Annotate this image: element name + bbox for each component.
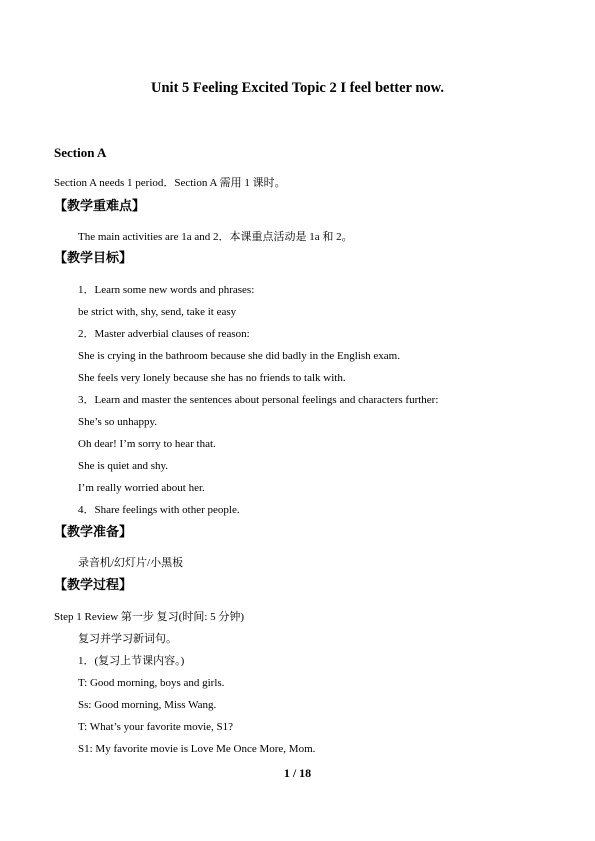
key-points-text: The main activities are 1a and 2．本课重点活动是 1a 和 2。 [78, 231, 353, 243]
process-line: Ss: Good morning, Miss Wang. [78, 699, 217, 711]
objective-line: 4．Share feelings with other people. [78, 504, 240, 516]
process-line: 1．(复习上节课内容。) [78, 655, 185, 667]
process-line: Step 1 Review 第一步 复习(时间: 5 分钟) [54, 611, 245, 623]
section-note: Section A needs 1 period．Section A 需用 1 课时。 [54, 177, 286, 189]
objective-line: She is crying in the bathroom because she did badly in the English exam. [78, 350, 400, 362]
objective-line: be strict with, shy, send, take it easy [78, 306, 237, 318]
page-number: 1 / 18 [283, 766, 312, 780]
objective-line: 3．Learn and master the sentences about personal feelings and characters further: [78, 394, 439, 406]
heading-preparation: 【教学准备】 [54, 525, 133, 540]
objective-line: She is quiet and shy. [78, 460, 169, 472]
process-line: T: What’s your favorite movie, S1? [78, 721, 234, 733]
objective-line: She feels very lonely because she has no friends to talk with. [78, 372, 346, 384]
document-title: Unit 5 Feeling Excited Topic 2 I feel better now. [151, 80, 444, 96]
heading-process: 【教学过程】 [54, 578, 133, 593]
objective-line: I’m really worried about her. [78, 482, 205, 494]
heading-objectives: 【教学目标】 [54, 251, 133, 266]
heading-key-points: 【教学重难点】 [54, 199, 146, 214]
process-line: 复习并学习新词句。 [78, 633, 177, 645]
process-line: T: Good morning, boys and girls. [78, 677, 225, 689]
preparation-text: 录音机/幻灯片/小黑板 [78, 557, 184, 569]
objective-line: Oh dear! I’m sorry to hear that. [78, 438, 216, 450]
process-line: S1: My favorite movie is Love Me Once More, Mom. [78, 743, 316, 755]
objective-line: 2．Master adverbial clauses of reason: [78, 328, 250, 340]
section-heading: Section A [54, 145, 107, 160]
objective-line: She’s so unhappy. [78, 416, 158, 428]
objective-line: 1．Learn some new words and phrases: [78, 284, 255, 296]
